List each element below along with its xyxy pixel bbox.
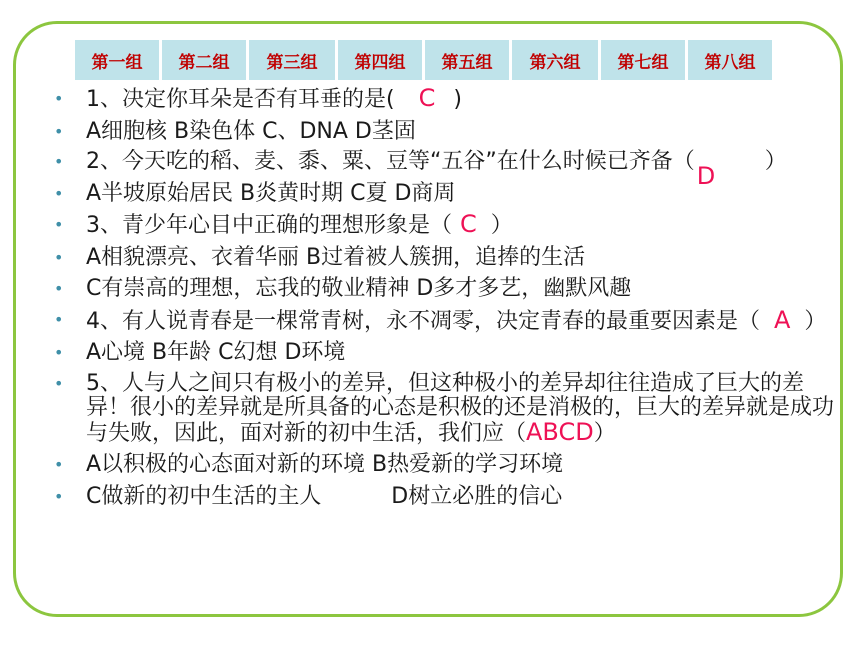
bullet: •: [54, 343, 64, 362]
bullet: •: [54, 455, 64, 474]
question-4-close: ）: [804, 308, 827, 334]
question-2-close: ）: [764, 149, 787, 174]
bullet: •: [54, 486, 64, 506]
answer-1: C: [418, 84, 436, 112]
options-1-text: A细胞核 B染色体 C、DNA D茎固: [86, 118, 416, 144]
options-3a-text: A相貌漂亮、衣着华丽 B过着被人簇拥，追捧的生活: [86, 244, 586, 270]
question-1: [52, 86, 837, 112]
question-1-text: 1、决定你耳朵是否有耳垂的是(: [86, 87, 395, 112]
question-1-close: ): [453, 87, 462, 112]
question-5-text: 5、人与人之间只有极小的差异，但这种极小的差异却往往造成了巨大的差异！很小的差异就是所具备的心态是积极的还是消极的，巨大的差异就是成功与失败，因此，面对新的初中生活，我们应（: [86, 370, 835, 446]
bullet: •: [54, 152, 64, 171]
bullet: •: [54, 247, 64, 267]
options-4: [52, 340, 837, 365]
tab-group-6[interactable]: 第六组: [512, 40, 598, 80]
bullet: •: [54, 183, 64, 203]
bullet: •: [54, 121, 64, 141]
options-5b-text: C做新的初中生活的主人 D树立必胜的信心: [86, 483, 563, 509]
question-5-close: ）: [593, 420, 616, 446]
question-5: [52, 372, 837, 446]
tab-group-3[interactable]: 第三组: [249, 40, 335, 80]
question-3: [52, 212, 837, 238]
answer-5: ABCD: [526, 417, 594, 446]
options-1: [52, 119, 837, 144]
question-3-close: ）: [490, 213, 513, 238]
bullet: •: [54, 373, 64, 393]
tab-group-2[interactable]: 第二组: [162, 40, 246, 80]
bullet: •: [54, 89, 64, 108]
options-3a: [52, 245, 837, 270]
tab-group-1[interactable]: 第一组: [75, 40, 159, 80]
question-2: [52, 149, 837, 190]
question-4: [52, 305, 837, 334]
options-5a-text: A以积极的心态面对新的环境 B热爱新的学习环境: [86, 452, 564, 477]
question-4-text: 4、有人说青春是一棵常青树，永不凋零，决定青春的最重要因素是（: [86, 308, 760, 334]
bullet: •: [54, 309, 64, 329]
options-2: [52, 181, 837, 206]
answer-4: A: [774, 305, 791, 334]
options-2-text: A半坡原始居民 B炎黄时期 C夏 D商周: [86, 180, 456, 206]
group-tabs: [75, 40, 772, 80]
question-3-text: 3、青少年心目中正确的理想形象是（: [86, 213, 452, 238]
options-5b: [52, 484, 837, 509]
options-5a: [52, 452, 837, 477]
options-3b-text: C有崇高的理想，忘我的敬业精神 D多才多艺，幽默风趣: [86, 276, 632, 301]
tab-group-4[interactable]: 第四组: [338, 40, 422, 80]
bullet: •: [54, 215, 64, 234]
options-3b: [52, 276, 837, 301]
question-list: [52, 86, 837, 515]
question-2-text: 2、今天吃的稻、麦、黍、粟、豆等“五谷”在什么时候已齐备（: [86, 149, 695, 174]
tab-group-5[interactable]: 第五组: [425, 40, 509, 80]
options-4-text: A心境 B年龄 C幻想 D环境: [86, 340, 346, 365]
tab-group-7[interactable]: 第七组: [601, 40, 685, 80]
answer-3: C: [460, 210, 477, 238]
bullet: •: [54, 279, 64, 298]
answer-2: D: [696, 162, 716, 190]
tab-group-8[interactable]: 第八组: [688, 40, 772, 80]
